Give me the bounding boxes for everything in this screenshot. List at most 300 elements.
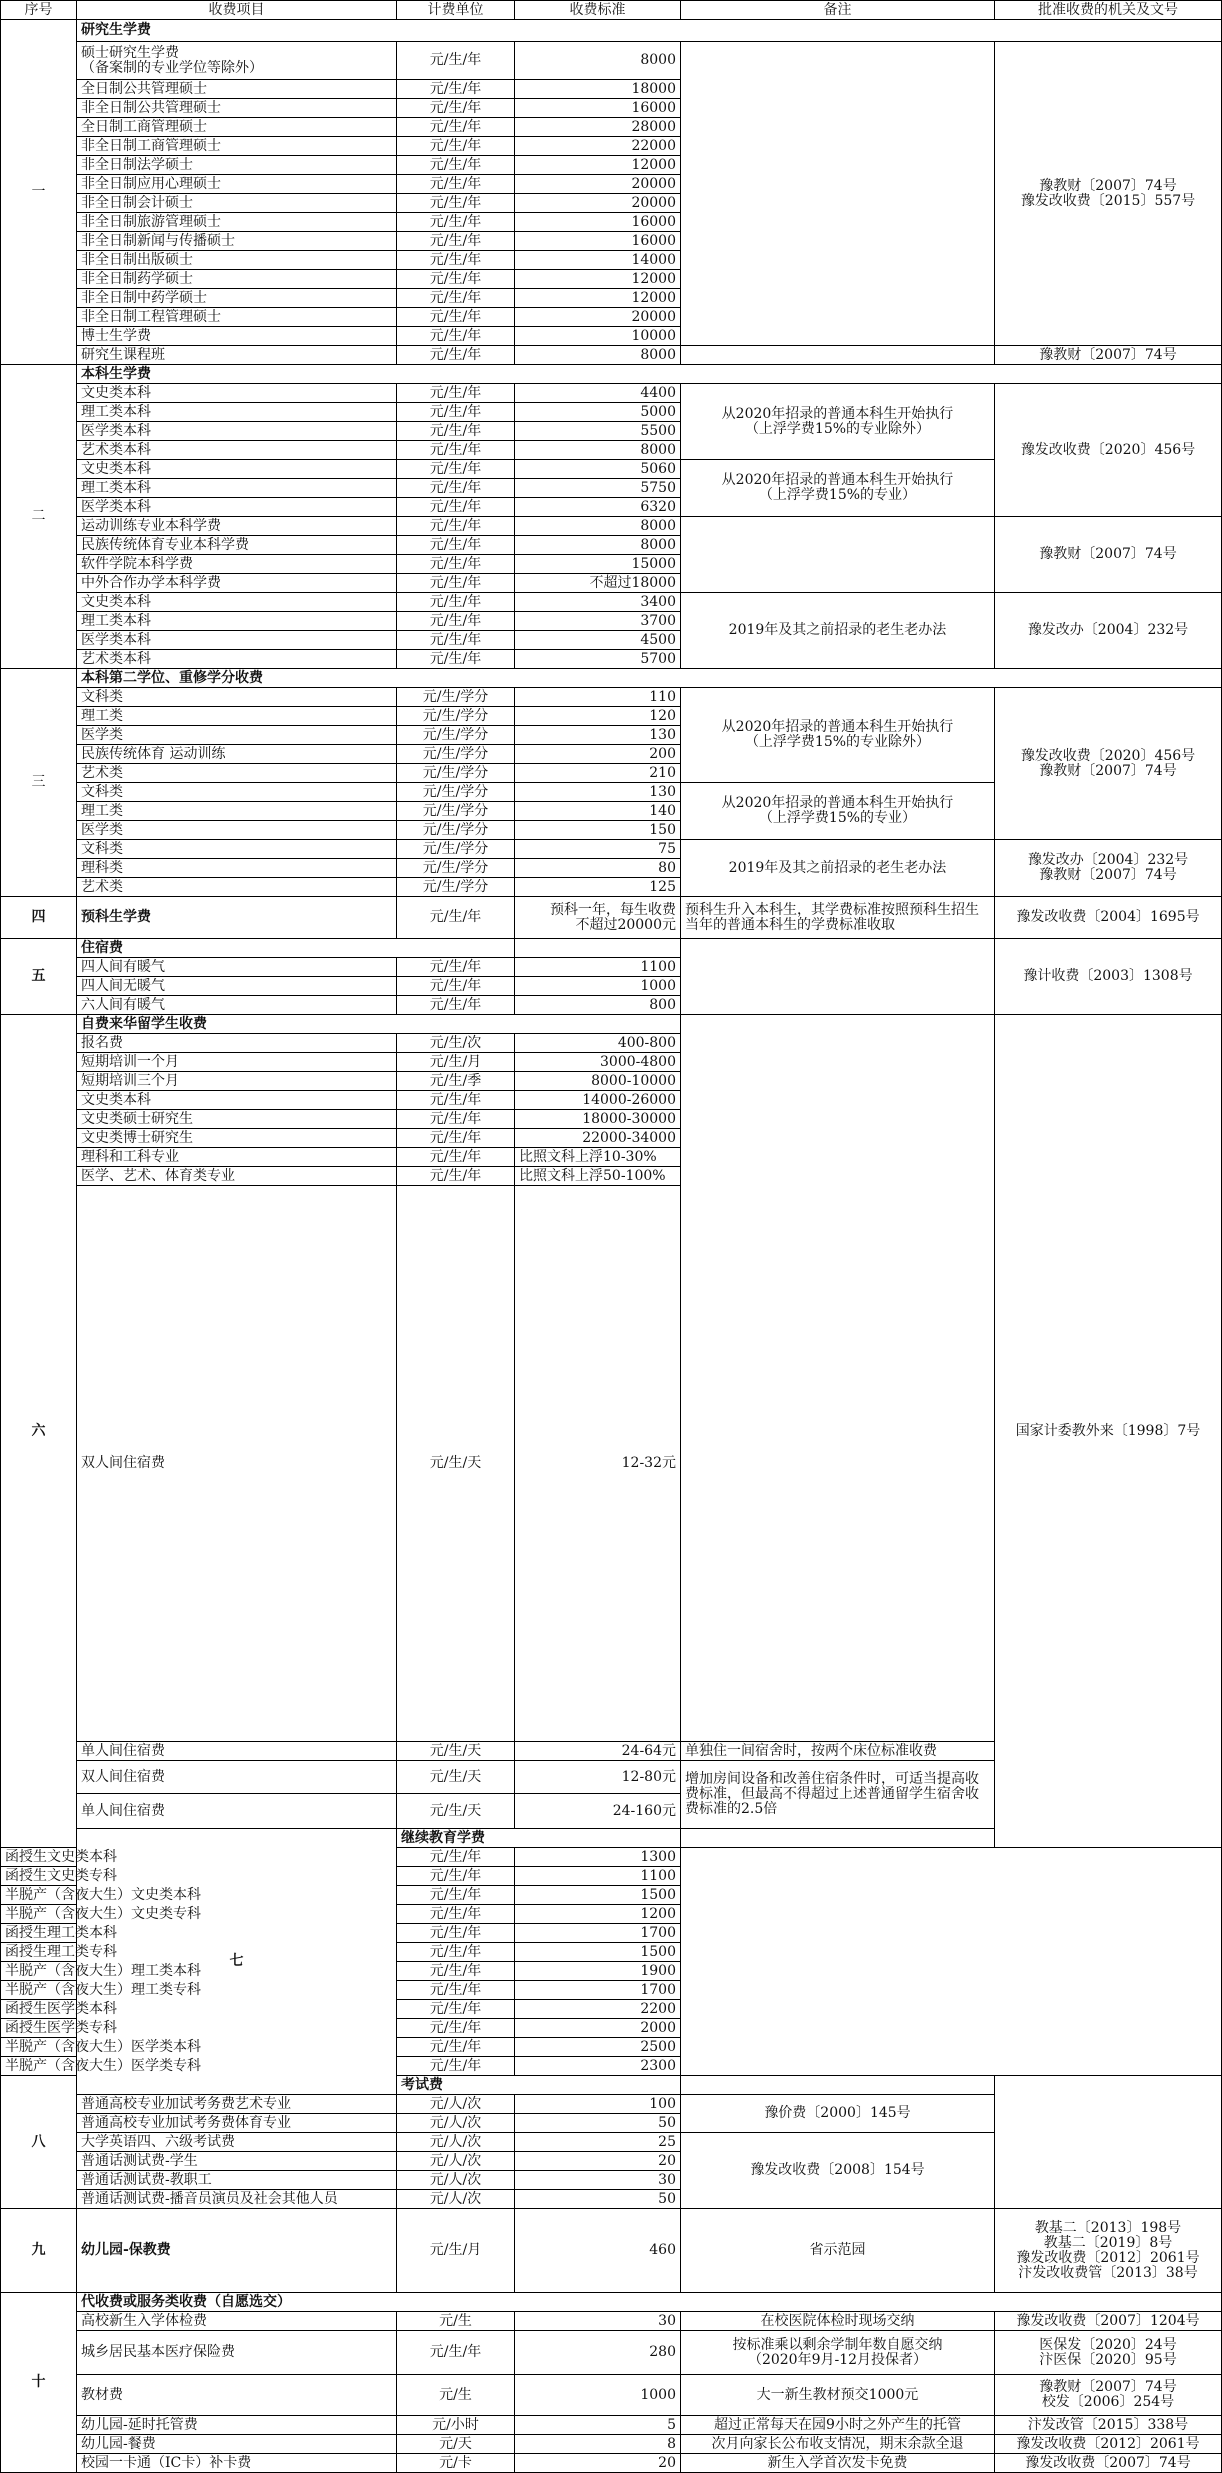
table-cell: 22000-34000 (515, 1129, 681, 1148)
table-cell: 文科类 (77, 688, 397, 707)
table-cell: 豫计收费〔2003〕1308号 (995, 939, 1222, 1015)
table-cell: 元/生/天 (397, 1742, 515, 1761)
table-cell: 从2020年招录的普通本科生开始执行 （上浮学费15%的专业） (681, 460, 995, 517)
table-cell: 元/生/天 (397, 1761, 515, 1794)
table-cell: 75 (515, 840, 681, 859)
table-cell: 18000 (515, 80, 681, 99)
table-cell: 30 (515, 2312, 681, 2331)
table-row (1, 2375, 1222, 2416)
table-cell: 代收费或服务类收费（自愿选交） (77, 2293, 1222, 2312)
table-cell: 普通高校专业加试考务费体育专业 (77, 2114, 397, 2133)
table-cell: 元/生/学分 (397, 783, 515, 802)
table-row (1, 840, 1222, 859)
table-cell: 元/生/年 (397, 99, 515, 118)
table-cell: 3000-4800 (515, 1053, 681, 1072)
table-cell: 元/生/年 (397, 517, 515, 536)
table-cell: 元/生/年 (397, 2019, 515, 2038)
table-cell: 元/生/年 (397, 996, 515, 1015)
table-cell: 半脱产（含夜大生）理工类专科 (1, 1981, 77, 2000)
table-cell: 210 (515, 764, 681, 783)
table-cell: 元/生/天 (397, 1794, 515, 1829)
table-cell: 豫发改收费〔2008〕154号 (681, 2133, 995, 2209)
table-cell: 元/生/年 (397, 498, 515, 517)
table-cell: 元/生/年 (397, 977, 515, 996)
table-cell: 豫教财〔2007〕74号 (995, 346, 1222, 365)
table-cell: 考试费 (397, 2076, 681, 2095)
table-cell: 运动训练专业本科学费 (77, 517, 397, 536)
table-cell: 四 (1, 897, 77, 939)
table-cell: 三 (1, 669, 77, 897)
table-cell: 研究生学费 (77, 20, 1222, 42)
table-cell: 元/生/年 (397, 1981, 515, 2000)
table-cell: 新生入学首次发卡免费 (681, 2454, 995, 2473)
table-cell: 艺术类本科 (77, 441, 397, 460)
table-cell: 元/生/年 (397, 2057, 515, 2076)
table-cell: 4400 (515, 384, 681, 403)
table-cell: 豫发改收费〔2020〕456号 豫教财〔2007〕74号 (995, 688, 1222, 840)
table-cell: 12-32元 (515, 1186, 681, 1742)
table-row (1, 939, 1222, 958)
table-cell: 元/生/年 (397, 156, 515, 175)
table-cell: 20 (515, 2454, 681, 2473)
table-cell: 函授生理工类专科 (1, 1943, 77, 1962)
table-cell: 单人间住宿费 (77, 1794, 397, 1829)
table-cell: 元/生/年 (397, 327, 515, 346)
table-cell (681, 42, 995, 346)
table-cell: 2200 (515, 2000, 681, 2019)
table-cell: 元/生/年 (397, 175, 515, 194)
table-cell: 报名费 (77, 1034, 397, 1053)
table-cell: 元/人/次 (397, 2133, 515, 2152)
table-cell: 5500 (515, 422, 681, 441)
table-cell: 元/生/年 (397, 346, 515, 365)
table-cell: 单独住一间宿舍时，按两个床位标准收费 (681, 1742, 995, 1761)
table-cell: 8000 (515, 517, 681, 536)
table-cell: 5 (515, 2416, 681, 2435)
table-cell: 元/生/年 (397, 441, 515, 460)
table-cell: 理工类 (77, 707, 397, 726)
table-cell: 医保发〔2020〕24号 汴医保〔2020〕95号 (995, 2331, 1222, 2375)
table-cell: 28000 (515, 118, 681, 137)
table-cell: 25 (515, 2133, 681, 2152)
table-cell: 半脱产（含夜大生）文史类专科 (1, 1905, 77, 1924)
table-cell: 8000 (515, 42, 681, 80)
table-cell: 2019年及其之前招录的老生老办法 (681, 840, 995, 897)
table-cell: 14000-26000 (515, 1091, 681, 1110)
table-row (1, 2293, 1222, 2312)
table-cell: 预科生升入本科生，其学费标准按照预科生招生当年的普通本科生的学费标准收取 (681, 897, 995, 939)
table-cell: 12000 (515, 289, 681, 308)
table-cell: 20 (515, 2152, 681, 2171)
header-standard: 收费标准 (515, 1, 681, 20)
table-cell: 四人间有暖气 (77, 958, 397, 977)
table-cell: 六 (1, 1015, 77, 1848)
table-cell: 1100 (515, 958, 681, 977)
table-cell: 元/生/学分 (397, 802, 515, 821)
table-cell: 元/生/年 (397, 289, 515, 308)
table-cell: 豫发改收费〔2020〕456号 (995, 384, 1222, 517)
table-cell: 460 (515, 2209, 681, 2293)
table-row (1, 2038, 1222, 2057)
table-cell: 1000 (515, 977, 681, 996)
table-row (1, 2454, 1222, 2473)
table-cell: 非全日制应用心理硕士 (77, 175, 397, 194)
table-cell: 不超过18000 (515, 574, 681, 593)
table-cell: 元/生/年 (397, 897, 515, 939)
table-cell: 理科和工科专业 (77, 1148, 397, 1167)
table-cell: 非全日制会计硕士 (77, 194, 397, 213)
table-cell: 汴发改管〔2015〕338号 (995, 2416, 1222, 2435)
table-cell: 元/生/年 (397, 460, 515, 479)
table-cell: 全日制工商管理硕士 (77, 118, 397, 137)
table-cell: 文史类本科 (77, 593, 397, 612)
fee-table-body (1, 20, 1222, 2473)
table-cell: 艺术类 (77, 764, 397, 783)
table-row (1, 42, 1222, 80)
table-cell: 非全日制新闻与传播硕士 (77, 232, 397, 251)
table-cell: 大一新生教材预交1000元 (681, 2375, 995, 2416)
table-cell: 教材费 (77, 2375, 397, 2416)
table-cell: 比照文科上浮10-30% (515, 1148, 681, 1167)
table-cell: 非全日制法学硕士 (77, 156, 397, 175)
table-cell: 元/人/次 (397, 2095, 515, 2114)
table-cell: 130 (515, 726, 681, 745)
table-cell: 文史类本科 (77, 384, 397, 403)
table-cell: 文史类硕士研究生 (77, 1110, 397, 1129)
table-cell: 豫发改收费〔2004〕1695号 (995, 897, 1222, 939)
table-cell: 文科类 (77, 840, 397, 859)
table-cell: 九 (1, 2209, 77, 2293)
table-cell: 1300 (515, 1848, 681, 1867)
table-cell: 元/生/年 (397, 1167, 515, 1186)
table-cell: 元/生/年 (397, 1867, 515, 1886)
table-cell: 理科类 (77, 859, 397, 878)
table-cell: 民族传统体育 运动训练 (77, 745, 397, 764)
table-cell: 普通高校专业加试考务费艺术专业 (77, 2095, 397, 2114)
table-cell: 5750 (515, 479, 681, 498)
header-remark: 备注 (681, 1, 995, 20)
table-row (1, 669, 1222, 688)
table-cell: 中外合作办学本科学费 (77, 574, 397, 593)
table-cell: 元/天 (397, 2435, 515, 2454)
table-cell: 3400 (515, 593, 681, 612)
table-row (1, 1962, 1222, 1981)
table-cell: 110 (515, 688, 681, 707)
table-cell: 4500 (515, 631, 681, 650)
table-cell: 教基二〔2013〕198号 教基二〔2019〕8号 豫发改收费〔2012〕2061号 汴发改收费管〔2013〕38号 (995, 2209, 1222, 2293)
table-cell: 非全日制旅游管理硕士 (77, 213, 397, 232)
table-cell (681, 939, 995, 1015)
table-cell: 豫教财〔2007〕74号 豫发改收费〔2015〕557号 (995, 42, 1222, 346)
header-row (1, 1, 1222, 20)
table-cell: 在校医院体检时现场交纳 (681, 2312, 995, 2331)
table-cell: 8000 (515, 441, 681, 460)
table-cell: 20000 (515, 308, 681, 327)
table-cell: 豫价费〔2000〕145号 (681, 2095, 995, 2133)
table-cell: 非全日制工商管理硕士 (77, 137, 397, 156)
table-cell: 元/生/年 (397, 118, 515, 137)
table-cell: 全日制公共管理硕士 (77, 80, 397, 99)
table-cell: 幼儿园-餐费 (77, 2435, 397, 2454)
table-cell: 从2020年招录的普通本科生开始执行 （上浮学费15%的专业除外） (681, 384, 995, 460)
table-cell: 元/生/学分 (397, 707, 515, 726)
table-cell: 艺术类本科 (77, 650, 397, 669)
table-cell: 100 (515, 2095, 681, 2114)
table-cell: 本科生学费 (77, 365, 1222, 384)
table-cell: 元/生/年 (397, 42, 515, 80)
table-cell: 民族传统体育专业本科学费 (77, 536, 397, 555)
table-cell: 2000 (515, 2019, 681, 2038)
table-cell: 50 (515, 2190, 681, 2209)
table-row (1, 365, 1222, 384)
table-cell: 130 (515, 783, 681, 802)
table-cell: 城乡居民基本医疗保险费 (77, 2331, 397, 2375)
header-item: 收费项目 (77, 1, 397, 20)
table-cell: 四人间无暖气 (77, 977, 397, 996)
table-cell: 1500 (515, 1886, 681, 1905)
table-cell: 元/生/年 (397, 80, 515, 99)
table-cell: 16000 (515, 213, 681, 232)
table-cell: 元/生/年 (397, 251, 515, 270)
table-cell: 12-80元 (515, 1761, 681, 1794)
table-cell: 1200 (515, 1905, 681, 1924)
table-cell: 280 (515, 2331, 681, 2375)
table-row (1, 1905, 1222, 1924)
table-cell: 400-800 (515, 1034, 681, 1053)
table-cell: 5700 (515, 650, 681, 669)
table-cell: 医学类本科 (77, 422, 397, 441)
table-cell: 六人间有暖气 (77, 996, 397, 1015)
table-cell: 博士生学费 (77, 327, 397, 346)
table-cell: 元/生/季 (397, 1072, 515, 1091)
table-cell: 8 (515, 2435, 681, 2454)
table-row (1, 2057, 1222, 2076)
table-cell: 8000 (515, 536, 681, 555)
table-cell: 住宿费 (77, 939, 515, 958)
table-cell: 800 (515, 996, 681, 1015)
table-row (1, 384, 1222, 403)
table-cell: 元/生/年 (397, 1129, 515, 1148)
table-cell: 20000 (515, 175, 681, 194)
table-cell: 研究生课程班 (77, 346, 397, 365)
table-cell: 元/生/年 (397, 403, 515, 422)
table-cell: 比照文科上浮50-100% (515, 1167, 681, 1186)
table-cell: 12000 (515, 270, 681, 289)
table-cell: 豫发改收费〔2007〕1204号 (995, 2312, 1222, 2331)
table-cell: 1700 (515, 1924, 681, 1943)
table-cell: 元/生/年 (397, 593, 515, 612)
table-cell: 按标准乘以剩余学制年数自愿交纳 （2020年9月-12月投保者） (681, 2331, 995, 2375)
table-cell: 元/生/年 (397, 422, 515, 441)
table-cell: 文史类本科 (77, 460, 397, 479)
table-cell: 30 (515, 2171, 681, 2190)
table-cell (681, 1015, 995, 1742)
table-cell: 元/生/年 (397, 1924, 515, 1943)
table-cell: 元/生/年 (397, 1091, 515, 1110)
table-cell: 五 (1, 939, 77, 1015)
table-cell: 120 (515, 707, 681, 726)
table-cell: 20000 (515, 194, 681, 213)
table-cell: 元/生/学分 (397, 745, 515, 764)
table-cell: 元/生/年 (397, 1962, 515, 1981)
table-cell: 元/生/学分 (397, 764, 515, 783)
table-cell: 单人间住宿费 (77, 1742, 397, 1761)
table-row (1, 1015, 1222, 1034)
table-cell (681, 346, 995, 365)
table-cell: 16000 (515, 99, 681, 118)
table-cell: 理工类 (77, 802, 397, 821)
table-cell (681, 2076, 995, 2095)
table-cell: 125 (515, 878, 681, 897)
table-cell: 1700 (515, 1981, 681, 2000)
table-cell: 元/生/学分 (397, 859, 515, 878)
table-cell: 非全日制中药学硕士 (77, 289, 397, 308)
table-cell: 医学、艺术、体育类专业 (77, 1167, 397, 1186)
table-cell: 12000 (515, 156, 681, 175)
table-cell: 元/生/年 (397, 555, 515, 574)
table-cell: 继续教育学费 (397, 1829, 681, 1848)
table-cell: 短期培训三个月 (77, 1072, 397, 1091)
table-cell: 非全日制工程管理硕士 (77, 308, 397, 327)
table-cell: 1100 (515, 1867, 681, 1886)
table-cell: 国家计委教外来〔1998〕7号 (995, 1015, 1222, 1848)
table-cell: 非全日制公共管理硕士 (77, 99, 397, 118)
table-cell: 豫发改收费〔2012〕2061号 (995, 2435, 1222, 2454)
table-cell: 24-64元 (515, 1742, 681, 1761)
table-cell: 理工类本科 (77, 479, 397, 498)
table-cell: 理工类本科 (77, 403, 397, 422)
table-cell: 元/生/年 (397, 2038, 515, 2057)
table-cell: 元/生/年 (397, 650, 515, 669)
table-cell: 元/生/年 (397, 1110, 515, 1129)
table-cell: 200 (515, 745, 681, 764)
table-row (1, 1886, 1222, 1905)
table-cell: 22000 (515, 137, 681, 156)
table-cell: 半脱产（含夜大生）文史类本科 (1, 1886, 77, 1905)
table-cell: 豫教财〔2007〕74号 (995, 517, 1222, 593)
table-cell: 从2020年招录的普通本科生开始执行 （上浮学费15%的专业除外） (681, 688, 995, 783)
table-cell: 幼儿园-延时托管费 (77, 2416, 397, 2435)
table-cell: 1900 (515, 1962, 681, 1981)
table-cell: 元/生/年 (397, 2331, 515, 2375)
table-cell: 从2020年招录的普通本科生开始执行 （上浮学费15%的专业） (681, 783, 995, 840)
table-cell: 80 (515, 859, 681, 878)
table-cell: 文史类本科 (77, 1091, 397, 1110)
table-cell: 150 (515, 821, 681, 840)
table-cell: 元/卡 (397, 2454, 515, 2473)
table-cell: 元/生/年 (397, 479, 515, 498)
header-authority: 批准收费的机关及文号 (995, 1, 1222, 20)
table-cell: 大学英语四、六级考试费 (77, 2133, 397, 2152)
table-cell: 豫发改收费〔2007〕74号 (995, 2454, 1222, 2473)
table-cell: 半脱产（含夜大生）医学类本科 (1, 2038, 77, 2057)
table-cell: 元/生/年 (397, 1886, 515, 1905)
table-cell: 元/生/月 (397, 2209, 515, 2293)
table-cell: 元/生/年 (397, 1905, 515, 1924)
table-cell: 增加房间设备和改善住宿条件时，可适当提高收费标准，但最高不得超过上述普通留学生宿舍收费标准的2.5倍 (681, 1761, 995, 1829)
table-cell: 函授生文史类专科 (1, 1867, 77, 1886)
table-cell: 校园一卡通（IC卡）补卡费 (77, 2454, 397, 2473)
table-cell: 豫发改办〔2004〕232号 (995, 593, 1222, 669)
table-cell: 医学类本科 (77, 631, 397, 650)
table-row (1, 897, 1222, 939)
table-cell: 8000-10000 (515, 1072, 681, 1091)
header-index: 序号 (1, 1, 77, 20)
table-cell: 元/生/年 (397, 1848, 515, 1867)
table-cell: 元/人/次 (397, 2114, 515, 2133)
table-cell: 省示范园 (681, 2209, 995, 2293)
table-cell: 5000 (515, 403, 681, 422)
table-cell: 非全日制药学硕士 (77, 270, 397, 289)
table-row (1, 2416, 1222, 2435)
table-cell: 自费来华留学生收费 (77, 1015, 681, 1034)
table-cell: 元/生/学分 (397, 821, 515, 840)
table-cell: 3700 (515, 612, 681, 631)
table-row (1, 1981, 1222, 2000)
table-cell: 1000 (515, 2375, 681, 2416)
table-cell: 函授生医学类专科 (1, 2019, 77, 2038)
table-cell: 医学类 (77, 726, 397, 745)
table-cell: 2500 (515, 2038, 681, 2057)
table-cell: 文史类博士研究生 (77, 1129, 397, 1148)
table-cell: 元/生/年 (397, 2000, 515, 2019)
table-cell (995, 2076, 1222, 2209)
table-cell: 元/生/年 (397, 232, 515, 251)
table-row (1, 2209, 1222, 2293)
table-cell: 16000 (515, 232, 681, 251)
table-cell: 元/生/年 (397, 1943, 515, 1962)
table-cell: 15000 (515, 555, 681, 574)
header-unit: 计费单位 (397, 1, 515, 20)
table-cell: 元/生/年 (397, 536, 515, 555)
table-cell: 2019年及其之前招录的老生老办法 (681, 593, 995, 669)
table-cell: 硕士研究生学费 （备案制的专业学位等除外） (77, 42, 397, 80)
table-cell: 非全日制出版硕士 (77, 251, 397, 270)
table-cell: 软件学院本科学费 (77, 555, 397, 574)
table-cell: 七 (77, 1829, 397, 2095)
table-cell: 文科类 (77, 783, 397, 802)
table-cell: 超过正常每天在园9小时之外产生的托管 (681, 2416, 995, 2435)
table-cell: 预科一年，每生收费 不超过20000元 (515, 897, 681, 939)
table-cell: 豫发改办〔2004〕232号 豫教财〔2007〕74号 (995, 840, 1222, 897)
table-cell: 24-160元 (515, 1794, 681, 1829)
table-cell: 元/人/次 (397, 2190, 515, 2209)
table-cell: 2300 (515, 2057, 681, 2076)
table-cell: 元/人/次 (397, 2152, 515, 2171)
table-row (1, 2331, 1222, 2375)
table-cell: 元/生/月 (397, 1053, 515, 1072)
table-cell: 元/生/年 (397, 308, 515, 327)
table-cell: 函授生文史类本科 (1, 1848, 77, 1867)
table-cell: 元/生/年 (397, 612, 515, 631)
table-cell: 50 (515, 2114, 681, 2133)
table-cell: 理工类本科 (77, 612, 397, 631)
table-cell: 元/生/学分 (397, 840, 515, 859)
table-cell: 元/生/年 (397, 631, 515, 650)
table-cell: 元/生/次 (397, 1034, 515, 1053)
table-cell: 1500 (515, 1943, 681, 1962)
table-cell: 本科第二学位、重修学分收费 (77, 669, 1222, 688)
table-cell: 元/生/年 (397, 194, 515, 213)
table-cell: 双人间住宿费 (77, 1761, 397, 1794)
table-cell: 艺术类 (77, 878, 397, 897)
table-cell: 元/生/年 (397, 270, 515, 289)
table-cell: 豫教财〔2007〕74号 校发〔2006〕254号 (995, 2375, 1222, 2416)
table-cell: 二 (1, 365, 77, 669)
table-cell: 14000 (515, 251, 681, 270)
table-cell (681, 1829, 995, 1848)
table-cell: 元/生 (397, 2375, 515, 2416)
